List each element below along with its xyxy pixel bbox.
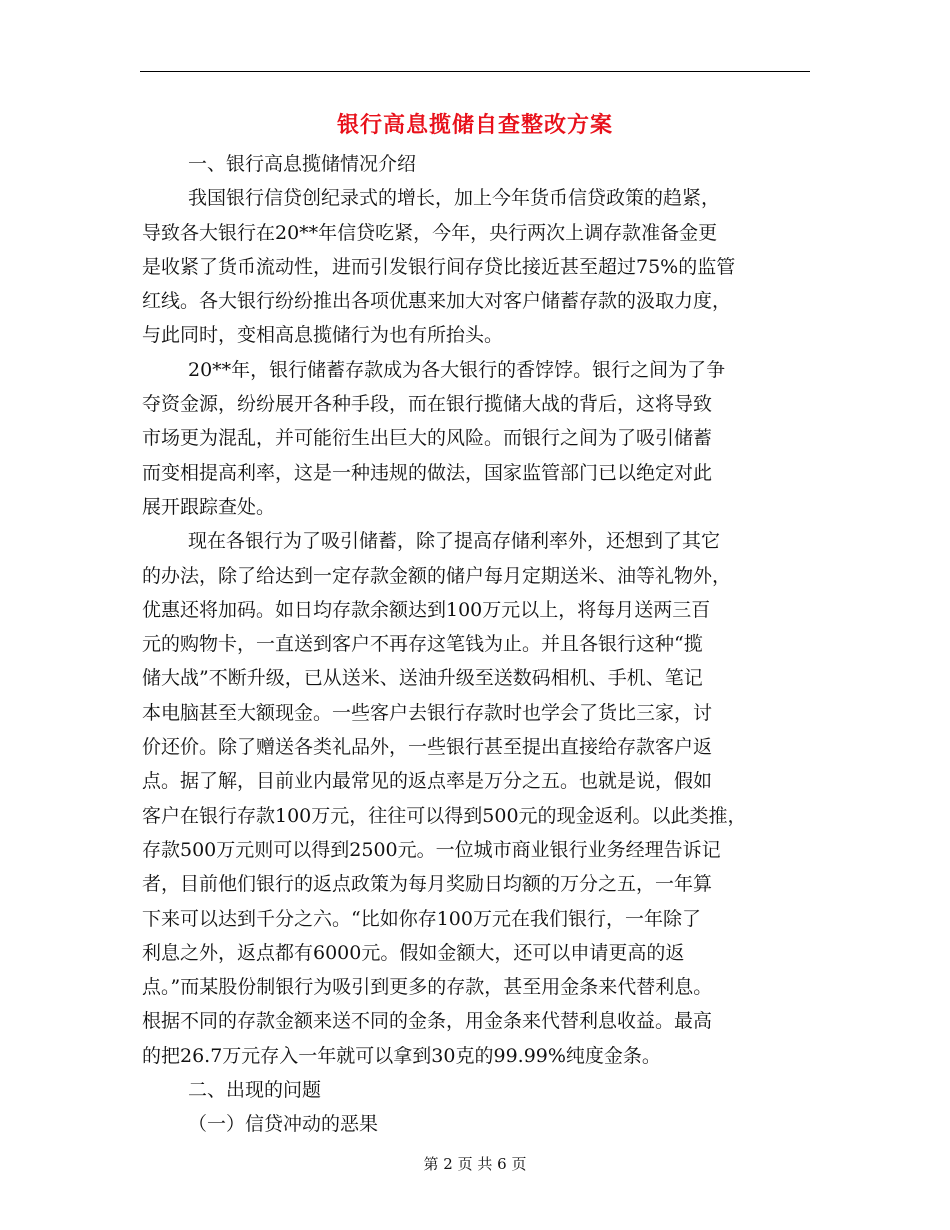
text-line: 的办法，除了给达到一定存款金额的储户每月定期送米、油等礼物外， <box>142 564 732 587</box>
text-line: 本电脑甚至大额现金。一些客户去银行存款时也学会了货比三家，讨 <box>142 701 713 724</box>
text-line: 现在各银行为了吸引储蓄，除了提高存储利率外，还想到了其它 <box>188 530 721 553</box>
text-line: 二、出现的问题 <box>188 1079 322 1102</box>
text-line: 导致各大银行在20**年信贷吃紧，今年，央行两次上调存款准备金更 <box>142 221 718 244</box>
document-body <box>142 147 822 1142</box>
document-title: 银行高息揽储自查整改方案 <box>336 112 613 138</box>
text-line: 元的购物卡，一直送到客户不再存这笔钱为止。并且各银行这种“揽 <box>142 633 703 656</box>
header-rule <box>140 71 810 72</box>
text-line: 我国银行信贷创纪录式的增长，加上今年货币信贷政策的趋紧， <box>188 187 721 210</box>
text-line: 展开跟踪查处。 <box>142 495 276 518</box>
text-line: 者，目前他们银行的返点政策为每月奖励日均额的万分之五，一年算 <box>142 873 713 896</box>
text-line: 客户在银行存款100万元，往往可以得到500元的现金返利。以此类推， <box>142 804 747 827</box>
text-line: 优惠还将加码。如日均存款余额达到100万元以上，将每月送两三百 <box>142 598 711 621</box>
text-line: 与此同时，变相高息揽储行为也有所抬头。 <box>142 324 504 347</box>
text-line: 而变相提高利率，这是一种违规的做法，国家监管部门已以绝定对此 <box>142 461 713 484</box>
text-line: 利息之外，返点都有6000元。假如金额大，还可以申请更高的返 <box>142 941 685 964</box>
text-line: 点。”而某股份制银行为吸引到更多的存款，甚至用金条来代替利息。 <box>142 976 713 999</box>
text-line: 存款500万元则可以得到2500元。一位城市商业银行业务经理告诉记 <box>142 838 721 861</box>
text-line: 价还价。除了赠送各类礼品外，一些银行甚至提出直接给存款客户返 <box>142 736 713 759</box>
text-line: 一、银行高息揽储情况介绍 <box>188 153 417 175</box>
text-line: 下来可以达到千分之六。“比如你存100万元在我们银行，一年除了 <box>142 907 701 930</box>
text-line: 储大战”不断升级，已从送米、送油升级至送数码相机、手机、笔记 <box>142 667 703 690</box>
text-line: 红线。各大银行纷纷推出各项优惠来加大对客户储蓄存款的汲取力度， <box>142 290 732 313</box>
text-line: 点。据了解，目前业内最常见的返点率是万分之五。也就是说，假如 <box>142 770 713 793</box>
text-line: 20**年，银行储蓄存款成为各大银行的香饽饽。银行之间为了争 <box>188 358 726 381</box>
text-line: 是收紧了货币流动性，进而引发银行间存贷比接近甚至超过75%的监管 <box>142 255 736 278</box>
page-number-footer: 第 2 页 共 6 页 <box>423 1155 527 1173</box>
text-line: 的把26.7万元存入一年就可以拿到30克的99.99%纯度金条。 <box>142 1044 661 1067</box>
text-line: 根据不同的存款金额来送不同的金条，用金条来代替利息收益。最高 <box>142 1010 713 1033</box>
text-line: （一）信贷冲动的恶果 <box>188 1113 379 1136</box>
text-line: 夺资金源，纷纷展开各种手段，而在银行揽储大战的背后，这将导致 <box>142 393 713 416</box>
text-line: 市场更为混乱，并可能衍生出巨大的风险。而银行之间为了吸引储蓄 <box>142 427 713 450</box>
